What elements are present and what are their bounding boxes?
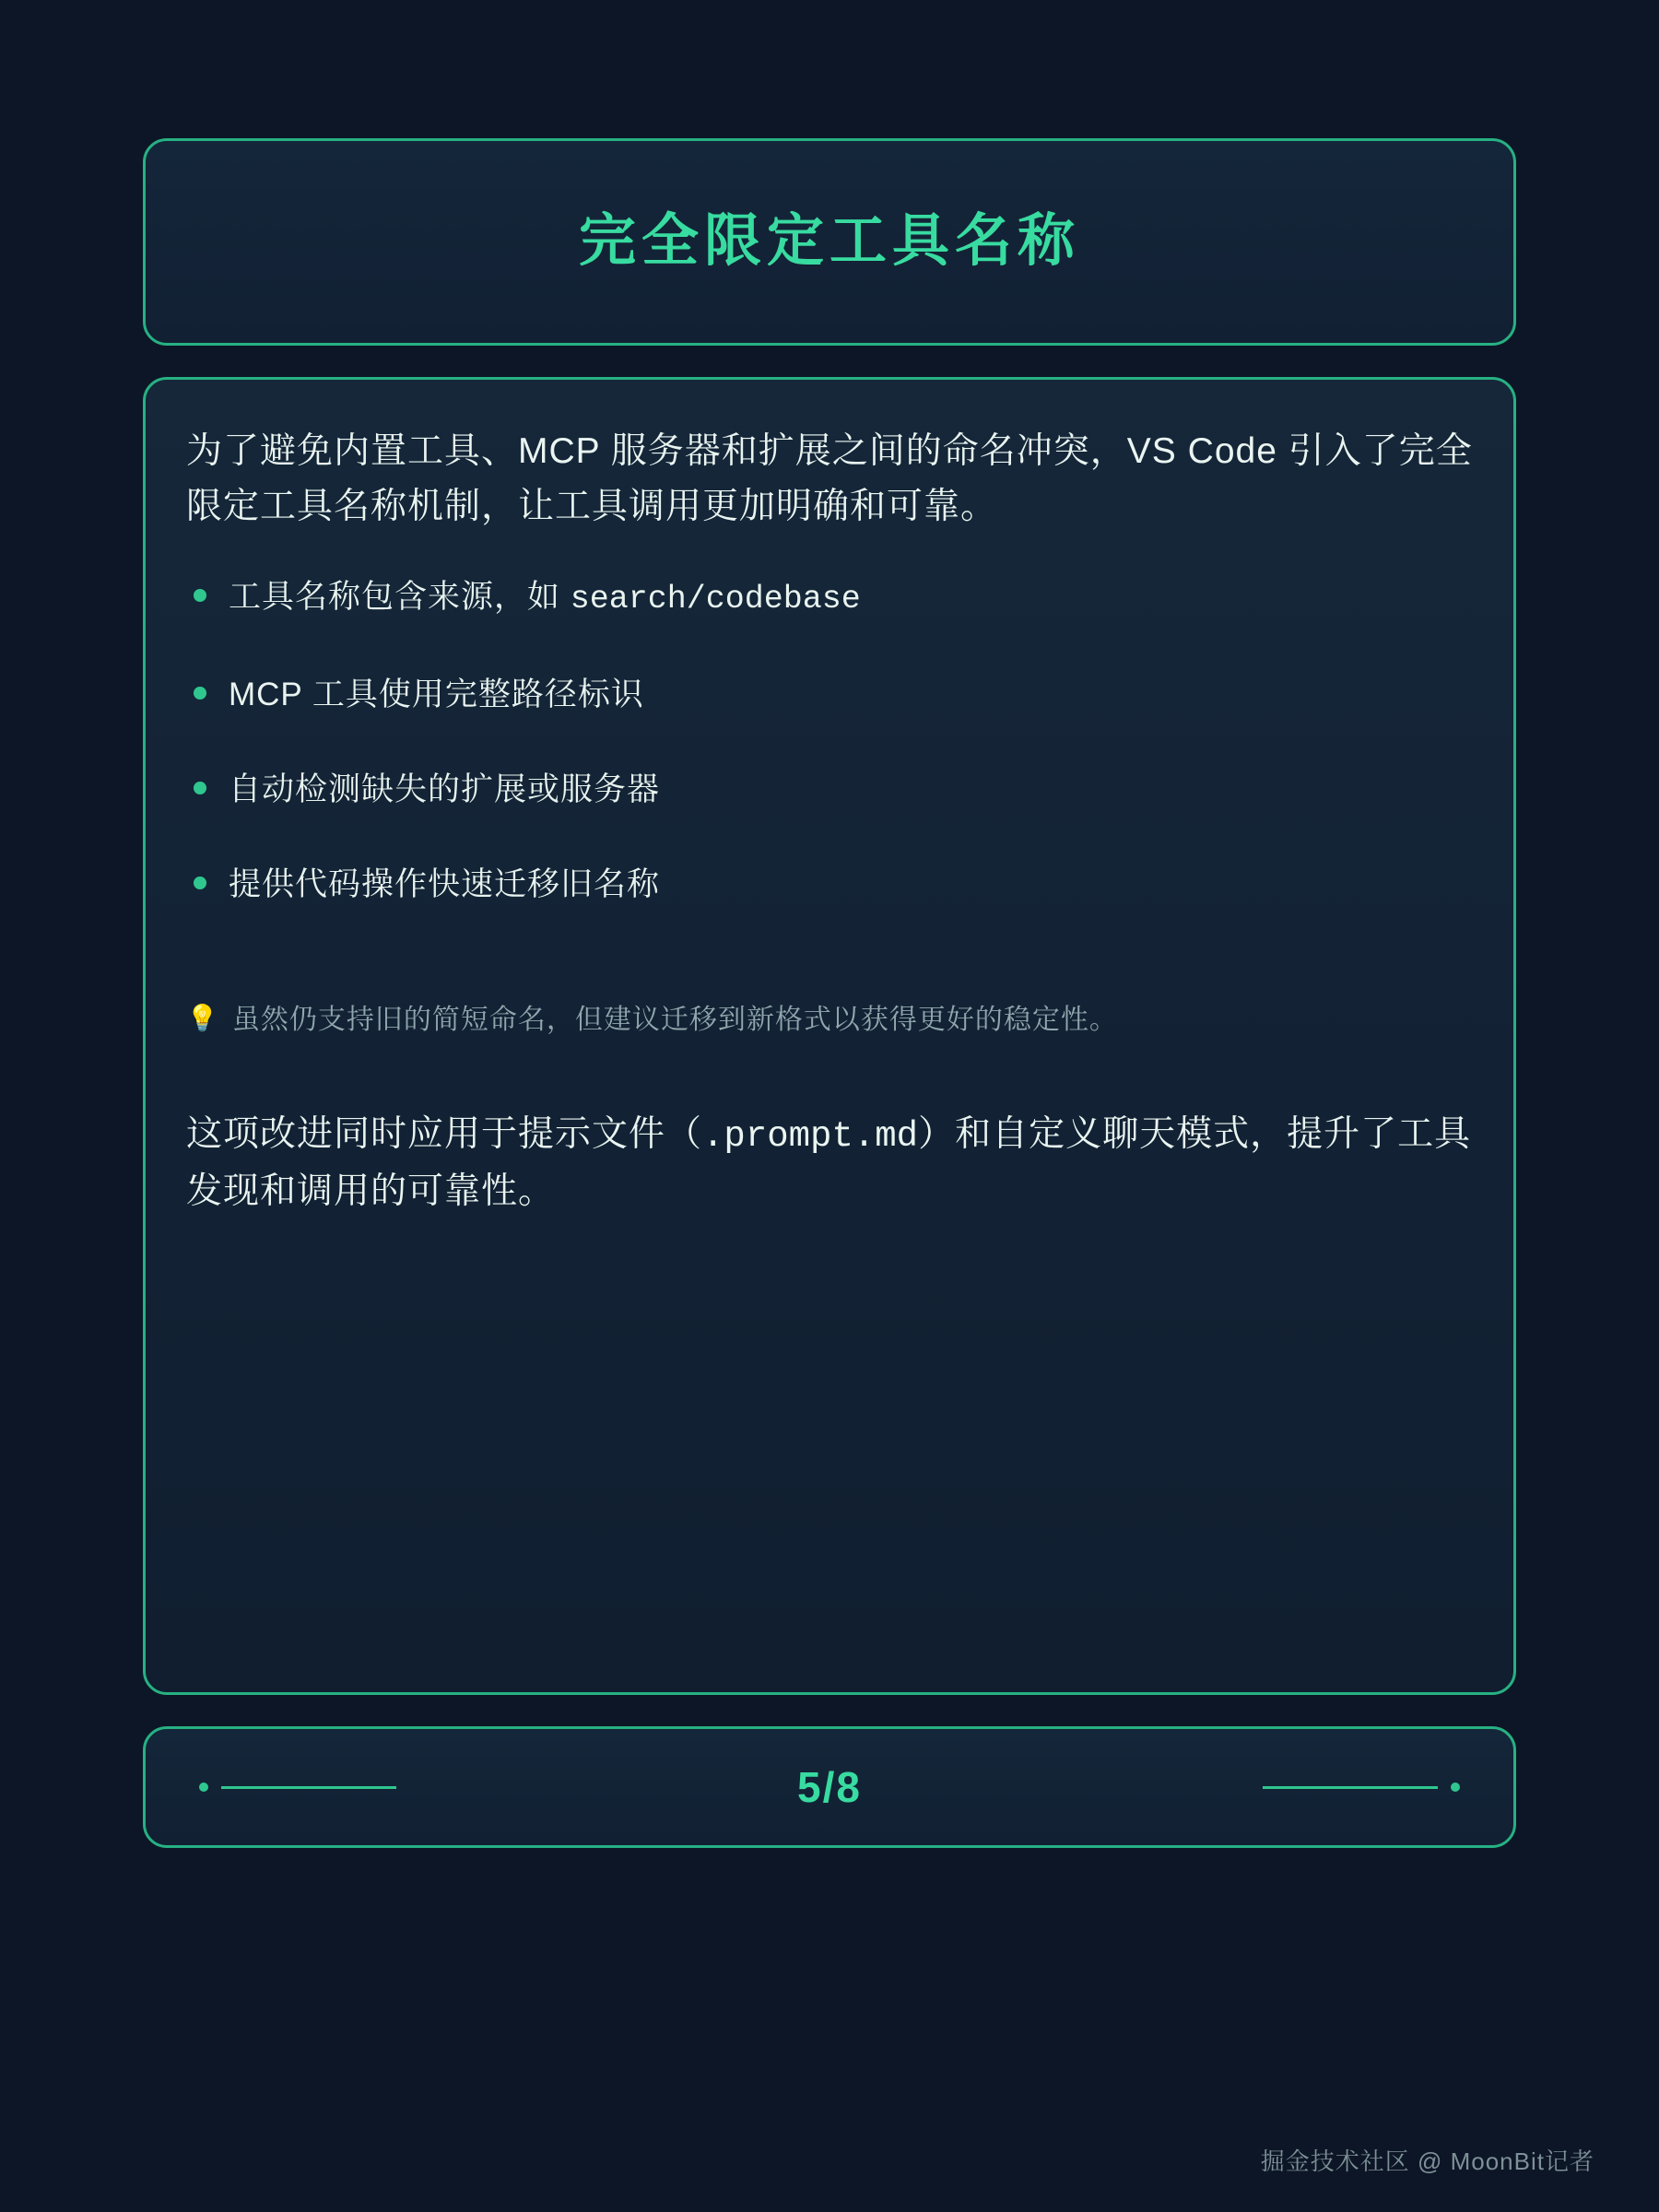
page-title: 完全限定工具名称 [578, 209, 1080, 274]
list-item [186, 767, 1473, 812]
list-item-label: 工具名称包含来源，如 [229, 578, 571, 615]
list-item-label: MCP 工具使用完整路径标识 [229, 676, 644, 712]
title-card [143, 138, 1516, 346]
lightbulb-icon: 💡 [186, 1003, 219, 1032]
pager-bar [143, 1726, 1516, 1848]
bullet-dot-icon [194, 687, 206, 700]
outro-code: .prompt.md [702, 1115, 919, 1157]
bullet-dot-icon [194, 782, 206, 794]
pager-line-icon [221, 1786, 396, 1789]
pager-decoration-right [1263, 1783, 1460, 1792]
list-item-label: 自动检测缺失的扩展或服务器 [229, 771, 661, 807]
intro-text: 为了避免内置工具、MCP 服务器和扩展之间的命名冲突，VS Code 引入了完全限定工具名称机制，让工具调用更加明确和可靠。 [186, 431, 1473, 527]
tip-note [186, 999, 1473, 1041]
pager-pip-icon [199, 1783, 208, 1792]
page-counter: 5/8 [797, 1763, 862, 1811]
pager-pip-icon [1451, 1783, 1460, 1792]
list-item-label: 提供代码操作快速迁移旧名称 [229, 865, 661, 902]
list-item [186, 862, 1473, 907]
intro-paragraph [186, 424, 1473, 535]
list-item-code: search/codebase [570, 580, 861, 618]
outro-part1: 这项改进同时应用于提示文件（ [186, 1113, 703, 1154]
outro-paragraph [186, 1107, 1473, 1220]
pager-line-icon [1263, 1786, 1438, 1789]
list-item [186, 672, 1473, 717]
list-item [186, 574, 1473, 622]
feature-list [186, 574, 1473, 907]
outro-part2: ）和自定义聊天模式，提升了工具发现和调用的可靠性。 [186, 1113, 1472, 1212]
bullet-dot-icon [194, 589, 206, 602]
pager-decoration-left [199, 1783, 396, 1792]
tip-note-text: 虽然仍支持旧的简短命名，但建议迁移到新格式以获得更好的稳定性。 [231, 1004, 1118, 1035]
watermark: 掘金技术社区 @ MoonBit记者 [1260, 2147, 1594, 2175]
content-card [143, 377, 1516, 1695]
bullet-dot-icon [194, 877, 206, 889]
